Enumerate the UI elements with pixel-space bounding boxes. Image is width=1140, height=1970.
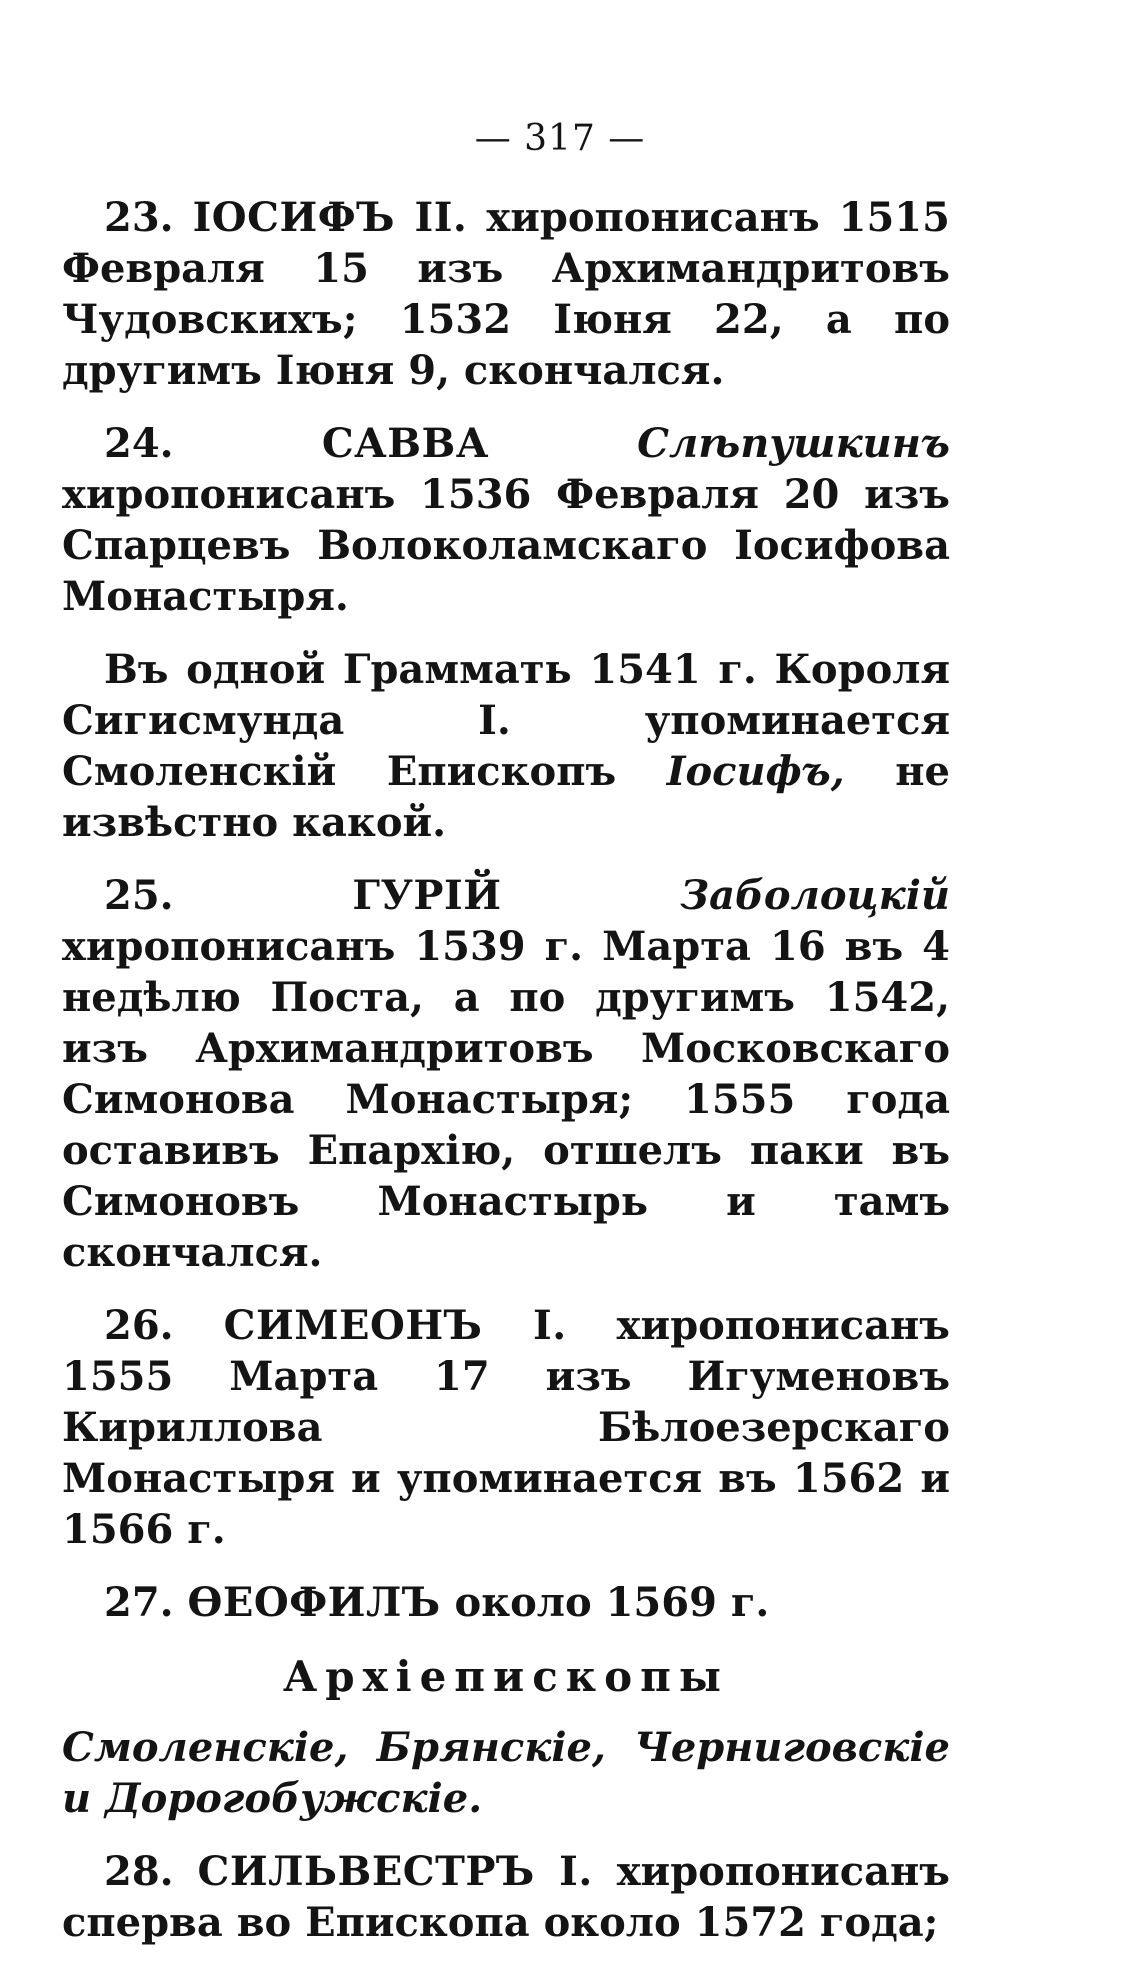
entry-number: 27. (104, 1579, 174, 1626)
note-name: Іосифъ, (666, 748, 845, 795)
bishop-name: СИЛЬВЕСТРЪ I. (197, 1848, 593, 1895)
entry-25 (62, 870, 950, 1278)
section-subheading: Смоленскіе, Брянскіе, Черниговскіе и Дорогобужскіе. (62, 1724, 950, 1822)
entry-27 (62, 1577, 950, 1628)
entry-number: 26. (104, 1302, 174, 1349)
entry-23 (62, 192, 950, 396)
entry-24 (62, 418, 950, 622)
bishop-name: ГУРІЙ (352, 872, 502, 919)
bishop-surname: Слѣпушкинъ (637, 420, 950, 467)
entry-text: около 1569 г. (454, 1579, 770, 1626)
page-body (62, 192, 950, 1970)
entry-text: хиропонисанъ 1515 Февраля 15 изъ Архимандритовъ Чудовскихъ; 1532 Іюня 22, а по другимъ Іюня 9, скончался. (62, 194, 950, 394)
entry-text: хиропонисанъ 1536 Февраля 20 изъ Спарцевъ Волоколамскаго Іосифова Монастыря. (62, 471, 950, 620)
entry-number: 25. (104, 872, 174, 919)
entry-text: хиропонисанъ 1539 г. Марта 16 въ 4 недѣлю Поста, а по другимъ 1542, изъ Архимандритовъ Московскаго Симонова Монастыря; 1555 года оставивъ Епархію, отшелъ паки въ Симоновъ Монастырь и тамъ скончался. (62, 923, 950, 1276)
entry-26 (62, 1300, 950, 1555)
entry-text: хиропонисанъ сперва во Епископа около 1572 года; (62, 1848, 950, 1946)
page-number: — 317 — (474, 118, 646, 159)
entry-number: 24. (104, 420, 174, 467)
note-text-after: не извѣстно какой. (62, 748, 950, 846)
note-text-before: Въ одной Граммать 1541 г. Короля Сигисмунда I. упоминается Смоленскій Епископъ (62, 646, 950, 795)
entry-number: 28. (104, 1848, 174, 1895)
note-paragraph (62, 644, 950, 848)
bishop-name: СИМЕОНЪ I. (223, 1302, 567, 1349)
bishop-name: ІОСИФЪ II. (192, 194, 468, 241)
section-heading: Архіепископы (283, 1652, 729, 1701)
bishop-name: ѲЕОФИЛЪ (187, 1579, 441, 1626)
bishop-name: САВВА (321, 420, 489, 467)
entry-28 (62, 1846, 950, 1948)
entry-text: хиропонисанъ 1555 Марта 17 изъ Игуменовъ Кириллова Бѣлоезерскаго Монастыря и упоминается въ 1562 и 1566 г. (62, 1302, 950, 1553)
entry-number: 23. (104, 194, 174, 241)
bishop-surname: Заболоцкій (680, 872, 950, 919)
